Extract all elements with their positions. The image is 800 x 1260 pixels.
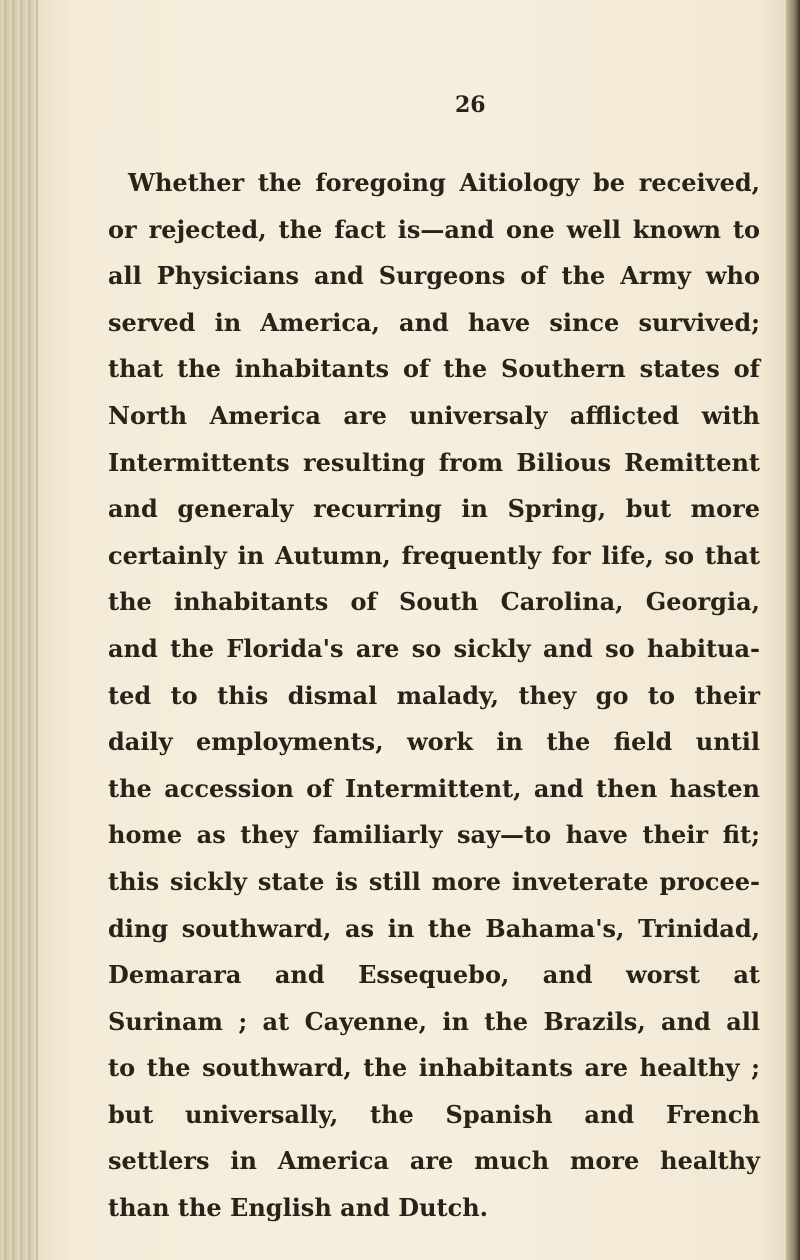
text-line: and the Florida's are so sickly and so habitua-	[108, 633, 760, 663]
text-line: than the English and Dutch.	[108, 1193, 489, 1223]
text-line: Surinam ; at Cayenne, in the Brazils, and all	[108, 1006, 760, 1036]
text-line: and generaly recurring in Spring, but more	[108, 494, 760, 524]
text-line: to the southward, the inhabitants are healthy ;	[108, 1053, 760, 1083]
text-line: ding southward, as in the Bahama's, Trinidad,	[108, 913, 760, 943]
text-line: that the inhabitants of the Southern states of	[108, 354, 760, 384]
text-line: the accession of Intermittent, and then hasten	[108, 773, 760, 803]
page-number: 26	[455, 92, 486, 118]
text-line: or rejected, the fact is—and one well known to	[108, 214, 760, 244]
text-line: but universally, the Spanish and French	[108, 1099, 760, 1129]
text-line: home as they familiarly say—to have their fit;	[108, 820, 760, 850]
text-line: the inhabitants of South Carolina, Georgia,	[108, 587, 760, 617]
text-line: Intermittents resulting from Bilious Remittent	[108, 447, 760, 477]
text-line: this sickly state is still more inveterate procee-	[108, 866, 760, 896]
page-binding-edge	[0, 0, 38, 1260]
body-text	[108, 160, 760, 1232]
text-line: certainly in Autumn, frequently for life, so that	[108, 540, 760, 570]
text-line: ted to this dismal malady, they go to their	[108, 680, 760, 710]
text-line: settlers in America are much more healthy	[108, 1146, 760, 1176]
text-line: all Physicians and Surgeons of the Army who	[108, 261, 760, 291]
text-line: daily employments, work in the field until	[108, 727, 760, 757]
text-line: Whether the foregoing Aitiology be received,	[128, 168, 760, 197]
text-line: North America are universaly afflicted with	[108, 400, 760, 430]
text-line: Demarara and Essequebo, and worst at	[108, 960, 760, 990]
text-line: served in America, and have since survived;	[108, 307, 760, 337]
page-outer-edge	[786, 0, 800, 1260]
